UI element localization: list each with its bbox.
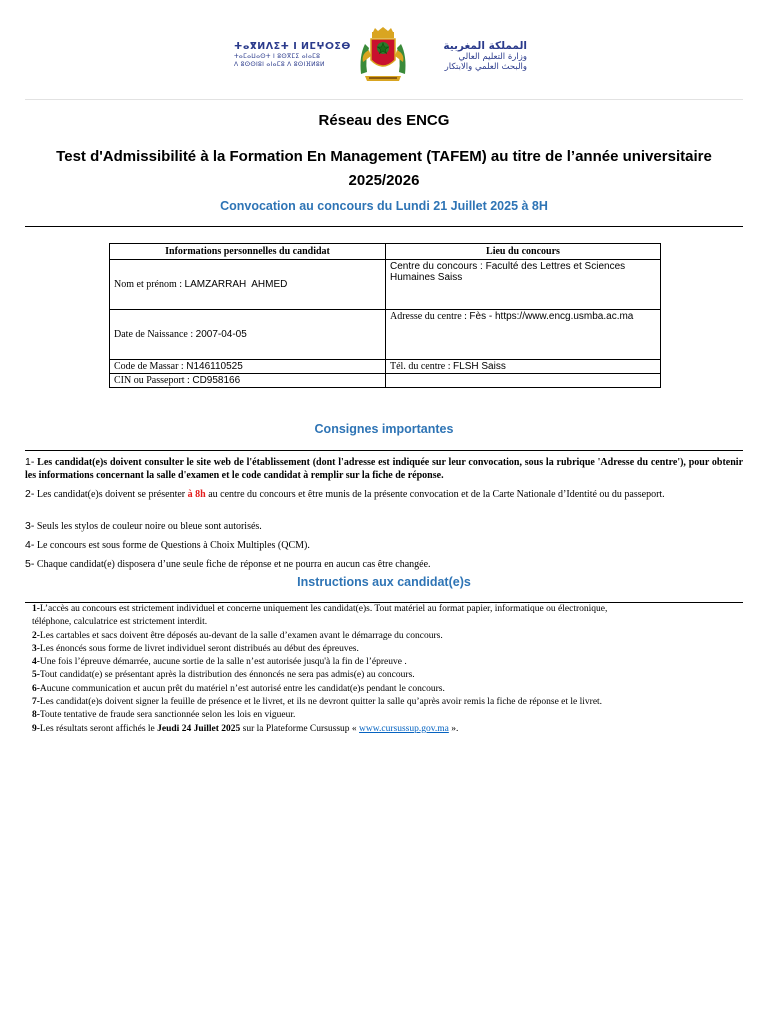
dob-cell <box>110 310 386 360</box>
header-personal-info: Informations personnelles du candidat <box>110 244 386 260</box>
table-header-row <box>110 244 661 260</box>
instruction-text: Aucune communication et aucun prêt du matériel n’est autorisé entre les candidat(e)s pendant le concours. <box>39 683 445 694</box>
consignes-title: Consignes importantes <box>314 422 454 436</box>
instruction-item-5 <box>32 669 737 682</box>
instruction-text-middle: sur la Plateforme Cursussup « <box>242 723 357 734</box>
center-label: Centre du concours : <box>390 261 483 272</box>
instruction-item-8 <box>32 709 737 722</box>
consigne-number: 5- <box>25 558 35 570</box>
instruction-text: L’accès au concours est strictement individuel et concerne uniquement les candidat(e)s. Tout matériel au format papier, informatique ou électronique, <box>39 604 608 614</box>
instruction-item-3 <box>32 643 737 656</box>
instruction-text: Une fois l’épreuve démarrée, aucune sortie de la salle n’est autorisée jusqu'à la fin de l’épreuve . <box>39 657 407 668</box>
consigne-item-1 <box>25 456 743 482</box>
instruction-number: 9- <box>32 723 40 734</box>
instruction-item-4 <box>32 656 737 669</box>
tifinagh-line-1: ⵜⴰⴳⵍⴷⵉⵜ ⵏ ⵍⵎⵖⵔⵉⴱ <box>234 41 351 52</box>
consigne-number: 2- <box>25 488 35 500</box>
cursussup-link[interactable]: www.cursussup.gov.ma <box>359 723 449 734</box>
consigne-text: Les candidat(e)s doivent consulter le site web de l'établissement (dont l'adresse est indiquée sur leur convocation, sous la rubrique 'Adresse du centre'), pour obtenir les informations concernant la salle d'examen et le code candidat à remplir sur la fiche de réponse. <box>25 457 744 481</box>
arabic-line-3: والبحث العلمي والابتكار <box>444 62 527 72</box>
instruction-number: 7- <box>32 697 40 708</box>
dob-label: Date de Naissance : <box>114 329 194 340</box>
tifinagh-ministry-name <box>234 41 351 68</box>
consigne-text: Seuls les stylos de couleur noire ou bleue sont autorisés. <box>36 521 262 532</box>
instruction-text: Tout candidat(e) se présentant après la distribution des énnoncés ne sera pas admis(e) au concours. <box>39 670 415 681</box>
test-title: Test d'Admissibilité à la Formation En Management (TAFEM) au titre de l’année universitaire 2025/2026 <box>56 148 712 189</box>
header-divider <box>25 99 743 100</box>
arabic-line-1: المملكة المغربية <box>443 40 527 52</box>
instruction-item-6 <box>32 683 737 696</box>
address-label: Adresse du centre : <box>390 311 467 322</box>
consignes-divider <box>25 450 743 451</box>
consigne-text-after: au centre du concours et être munis de la présente convocation et de la Carte Nationale d’Identité ou du passeport. <box>208 489 665 500</box>
instructions-title: Instructions aux candidat(e)s <box>297 575 471 589</box>
instruction-number: 8- <box>32 710 40 721</box>
table-row <box>110 360 661 374</box>
center-cell <box>386 260 661 310</box>
table-row <box>110 374 661 388</box>
instruction-text: Toute tentative de fraude sera sanctionnée selon les lois en vigueur. <box>39 710 296 721</box>
instruction-number: 5- <box>32 670 40 681</box>
tel-cell <box>386 360 661 374</box>
tifinagh-line-2: ⵜⴰⵎⴰⵡⴰⵙⵜ ⵏ ⵓⵙⴳⵎⵉ ⴰⵏⴰⵎⵓ <box>234 53 321 60</box>
instruction-text-before: Les résultats seront affichés le <box>39 723 155 734</box>
instruction-text: Les cartables et sacs doivent être déposés au-devant de la salle d’examen avant le démarrage du concours. <box>39 630 443 641</box>
name-value: LAMZARRAH AHMED <box>184 279 288 290</box>
header <box>25 24 743 96</box>
consigne-time-highlight: à 8h <box>187 489 206 500</box>
tifinagh-line-3: ⴷ ⵓⵙⵙⵏⵓⵏ ⴰⵏⴰⵎⵓ ⴷ ⵓⵙⵏⴼⵍⵓⵍ <box>234 61 325 68</box>
massar-label: Code de Massar : <box>114 361 184 372</box>
instruction-text: Les énoncés sous forme de livret individuel seront distribués au début des épreuves. <box>39 643 359 654</box>
consigne-text: Chaque candidat(e) disposera d’une seule fiche de réponse et ne pourra en aucun cas être changée. <box>36 559 431 570</box>
dob-value: 2007-04-05 <box>195 329 247 340</box>
address-cell <box>386 310 661 360</box>
tel-value: FLSH Saiss <box>453 361 506 372</box>
instruction-text: Les candidat(e)s doivent signer la feuille de présence et le livret, et ils ne devront quitter la salle qu’après avoir remis la fiche de réponse et le livret. <box>39 697 603 708</box>
consigne-text: Le concours est sous forme de Questions à Choix Multiples (QCM). <box>36 540 310 551</box>
tel-label: Tél. du centre : <box>390 361 451 372</box>
instruction-item-2 <box>32 630 737 643</box>
address-value: Fès - https://www.encg.usmba.ac.ma <box>469 311 634 322</box>
empty-cell <box>386 374 661 388</box>
candidate-info-table <box>109 243 661 388</box>
arabic-line-2: وزارة التعليم العالي <box>458 52 527 62</box>
cin-cell <box>110 374 386 388</box>
instruction-number: 3- <box>32 643 40 654</box>
convocation-title: Convocation au concours du Lundi 21 Juillet 2025 à 8H <box>220 199 548 213</box>
name-label: Nom et prénom : <box>114 279 183 290</box>
table-row <box>110 260 661 310</box>
consigne-item-4 <box>25 539 743 552</box>
instruction-text-after: ». <box>451 723 459 734</box>
massar-cell <box>110 360 386 374</box>
instruction-item-1-cont <box>32 616 737 629</box>
consigne-number: 3- <box>25 520 35 532</box>
header-exam-location: Lieu du concours <box>386 244 661 260</box>
consigne-item-2 <box>25 488 743 501</box>
title-divider <box>25 226 743 227</box>
cin-value: CD958166 <box>192 375 241 386</box>
arabic-ministry-name <box>417 40 527 72</box>
instruction-item-7 <box>32 696 737 709</box>
consigne-number: 1- <box>25 456 35 468</box>
instruction-number: 1- <box>32 604 40 614</box>
instruction-text: téléphone, calculatrice est strictement interdit. <box>32 617 208 628</box>
consigne-text-before: Les candidat(e)s doivent se présenter <box>36 489 186 500</box>
consigne-item-5 <box>25 558 743 571</box>
massar-value: N146110525 <box>186 361 243 372</box>
instruction-item-9 <box>32 723 737 736</box>
table-row <box>110 310 661 360</box>
instruction-number: 4- <box>32 657 40 668</box>
name-cell <box>110 260 386 310</box>
consigne-number: 4- <box>25 539 35 551</box>
instruction-item-1 <box>32 603 737 616</box>
network-title: Réseau des ENCG <box>318 112 450 129</box>
coat-of-arms-icon <box>355 26 411 86</box>
results-date: Jeudi 24 Juillet 2025 <box>157 723 241 734</box>
center-value: Faculté des Lettres et Sciences Humaines Saiss <box>390 261 626 283</box>
instruction-number: 2- <box>32 630 40 641</box>
instruction-number: 6- <box>32 683 40 694</box>
cin-label: CIN ou Passeport : <box>114 375 190 386</box>
instructions-list <box>32 603 737 736</box>
consigne-item-3 <box>25 520 743 533</box>
